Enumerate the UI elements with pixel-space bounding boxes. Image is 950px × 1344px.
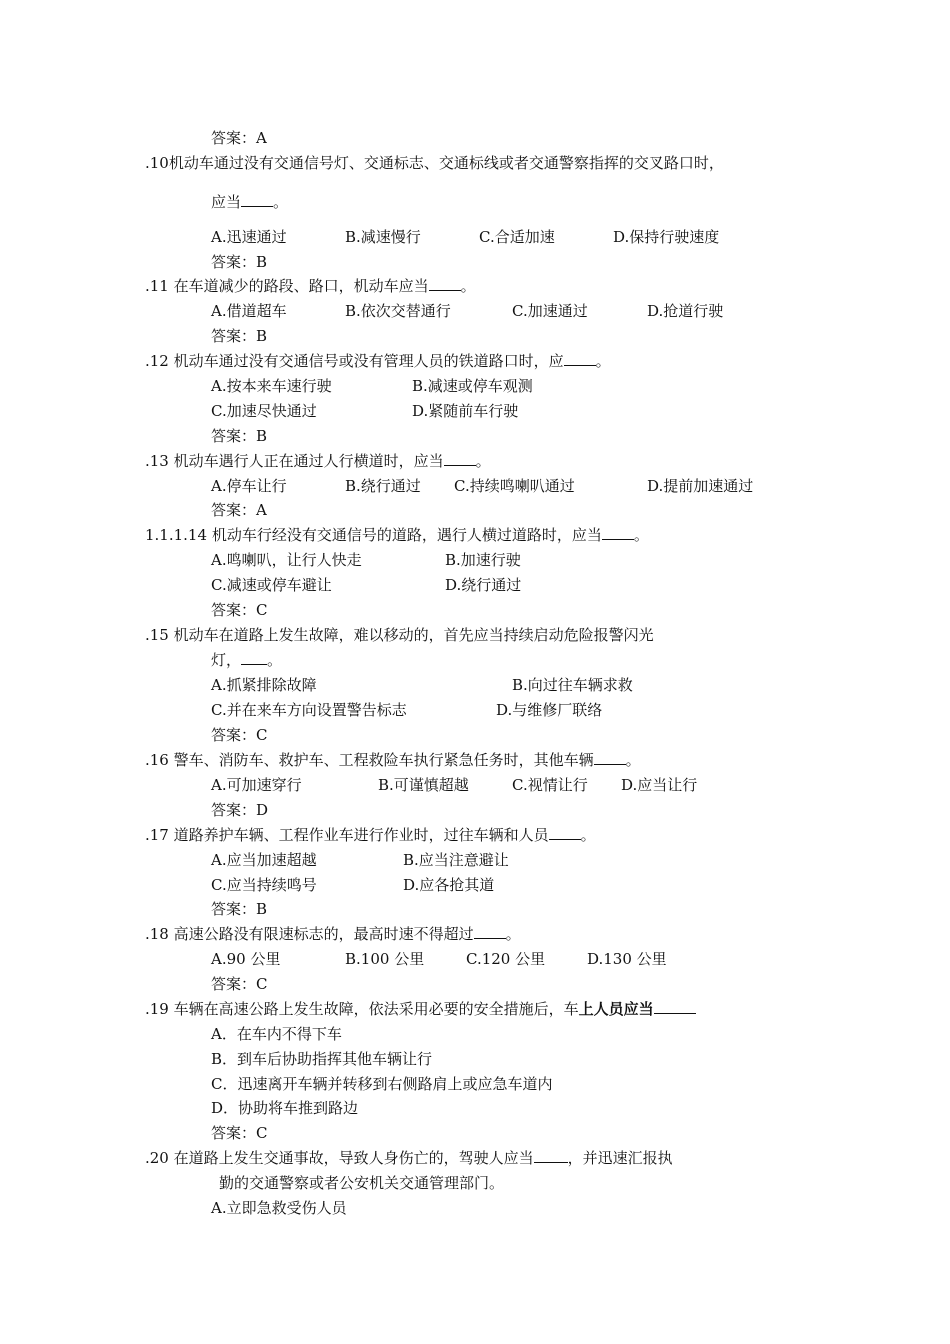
options-row: [0, 575, 950, 595]
question-end: 。: [625, 751, 641, 769]
option-c: C.120 公里: [466, 950, 546, 968]
option-d: D.保持行驶速度: [613, 228, 720, 246]
options-row: [0, 675, 950, 695]
question-end: 。: [580, 826, 596, 844]
option-a: A.迅速通过: [211, 228, 287, 246]
option-b: B.向过往车辆求救: [512, 676, 633, 694]
answer-blank: [564, 351, 596, 366]
option-d: D.提前加速通过: [647, 477, 754, 495]
option-a: A.按本来车速行驶: [211, 377, 332, 395]
question-number: .11: [145, 277, 169, 295]
options-row: [0, 227, 950, 247]
question-12: [145, 351, 611, 371]
option-d: D.抢道行驶: [647, 302, 724, 320]
question-number: .19: [145, 1000, 169, 1018]
question-20: [145, 1148, 673, 1168]
option-d: D.与维修厂联络: [496, 701, 603, 719]
option-a: A.90 公里: [211, 950, 281, 968]
option-b: B．到车后协助指挥其他车辆让行: [211, 1050, 433, 1068]
question-text: 在道路上发生交通事故，导致人身伤亡的，驾驶人应当: [173, 1149, 534, 1167]
question-text: 道路养护车辆、工程作业车进行作业时，过往车辆和人员: [173, 826, 549, 844]
answer-blank: [444, 451, 476, 466]
answer-blank: [549, 825, 581, 840]
answer: 答案：B: [211, 427, 268, 445]
answer-blank: [602, 525, 634, 540]
option-c: C.减速或停车避让: [211, 576, 332, 594]
question-text: 机动车通过没有交通信号灯、交通标志、交通标线或者交通警察指挥的交叉路口时，: [168, 154, 724, 172]
options-row: [0, 875, 950, 895]
question-text: 机动车遇行人正在通过人行横道时，应当: [173, 452, 444, 470]
question-10: [145, 153, 724, 173]
option-b: B.依次交替通行: [345, 302, 451, 320]
option-a: A.立即急救受伤人员: [211, 1199, 347, 1217]
question-end: 。: [633, 526, 649, 544]
answer: 答案：B: [211, 900, 268, 918]
option-a: A.停车让行: [211, 477, 287, 495]
options-row: [0, 700, 950, 720]
option-d: D.130 公里: [587, 950, 667, 968]
answer: 答案：C: [211, 726, 268, 744]
option-a: A.应当加速超越: [211, 851, 317, 869]
answer-blank: [474, 924, 506, 939]
question-15-cont: [211, 650, 282, 670]
option-d: D.应当让行: [621, 776, 698, 794]
question-end: 。: [267, 651, 283, 669]
question-number: .12: [145, 352, 169, 370]
question-end: 。: [475, 452, 491, 470]
option-d: D．协助将车推到路边: [211, 1099, 359, 1117]
answer: 答案：D: [211, 801, 269, 819]
option-c: C.并在来车方向设置警告标志: [211, 701, 407, 719]
answer: 答案：B: [211, 327, 268, 345]
option-b: B.100 公里: [345, 950, 425, 968]
answer: 答案：C: [211, 601, 268, 619]
question-16: [145, 750, 641, 770]
answer: 答案：C: [211, 975, 268, 993]
options-row: [0, 376, 950, 396]
question-number: .15: [145, 626, 169, 644]
option-a: A．在车内不得下车: [211, 1025, 342, 1043]
question-text: 警车、消防车、救护车、工程救险车执行紧急任务时，其他车辆: [173, 751, 594, 769]
question-10-cont: [211, 192, 288, 212]
answer: 答案：C: [211, 1124, 268, 1142]
question-15: [145, 625, 654, 645]
options-row: [0, 949, 950, 969]
question-number: .10: [145, 154, 169, 172]
question-14: [145, 525, 649, 545]
option-b: B.加速行驶: [445, 551, 521, 569]
question-11: [145, 276, 476, 296]
option-c: C.合适加速: [479, 228, 555, 246]
question-end: 。: [273, 193, 289, 211]
question-text: 机动车通过没有交通信号或没有管理人员的铁道路口时，应: [173, 352, 564, 370]
answer: 答案：A: [211, 501, 267, 519]
question-number: 1.1.1.14: [145, 526, 208, 544]
question-text: 机动车行经没有交通信号的道路，遇行人横过道路时，应当: [211, 526, 602, 544]
option-c: C.视情让行: [512, 776, 588, 794]
option-a: A.可加速穿行: [211, 776, 302, 794]
option-b: B.应当注意避让: [403, 851, 509, 869]
option-b: B.减速慢行: [345, 228, 421, 246]
options-row: [0, 301, 950, 321]
option-c: C.加速尽快通过: [211, 402, 317, 420]
question-number: .13: [145, 452, 169, 470]
question-number: .20: [145, 1149, 169, 1167]
question-20-cont: 勤的交通警察或者公安机关交通管理部门。: [219, 1174, 505, 1192]
option-b: B.减速或停车观测: [412, 377, 533, 395]
question-number: .16: [145, 751, 169, 769]
question-text-mid: ，并迅速汇报执: [567, 1149, 673, 1167]
option-d: D.绕行通过: [445, 576, 522, 594]
question-18: [145, 924, 521, 944]
answer-blank: [594, 750, 626, 765]
question-13: [145, 451, 491, 471]
options-row: [0, 476, 950, 496]
options-row: [0, 775, 950, 795]
answer-blank: [241, 650, 267, 665]
options-row: [0, 401, 950, 421]
option-c: C.持续鸣喇叭通过: [454, 477, 575, 495]
options-row: [0, 550, 950, 570]
answer-prev: 答案：A: [211, 129, 267, 147]
options-row: [0, 850, 950, 870]
question-text-cont: 灯，: [211, 651, 242, 669]
question-17: [145, 825, 596, 845]
option-c: C.应当持续鸣号: [211, 876, 317, 894]
answer-blank: [429, 276, 461, 291]
question-text: 车辆在高速公路上发生故障，依法采用必要的安全措施后，车: [173, 1000, 579, 1018]
option-d: D.紧随前车行驶: [412, 402, 519, 420]
question-text-cont: 应当: [211, 193, 242, 211]
answer-blank: [534, 1148, 568, 1163]
question-text: 机动车在道路上发生故障，难以移动的，首先应当持续启动危险报警闪光: [173, 626, 654, 644]
option-a: A.借道超车: [211, 302, 287, 320]
answer-blank: [241, 192, 273, 207]
question-number: .17: [145, 826, 169, 844]
option-b: B.绕行通过: [345, 477, 421, 495]
option-a: A.鸣喇叭，让行人快走: [211, 551, 362, 569]
question-text: 在车道减少的路段、路口，机动车应当: [173, 277, 429, 295]
option-c: C.加速通过: [512, 302, 588, 320]
question-end: 。: [595, 352, 611, 370]
option-b: B.可谨慎超越: [378, 776, 469, 794]
question-19: [145, 999, 696, 1019]
question-end: 。: [505, 925, 521, 943]
option-d: D.应各抢其道: [403, 876, 495, 894]
question-number: .18: [145, 925, 169, 943]
question-text: 高速公路没有限速标志的，最高时速不得超过: [173, 925, 474, 943]
answer: 答案：B: [211, 253, 268, 271]
option-c: C．迅速离开车辆并转移到右侧路肩上或应急车道内: [211, 1075, 553, 1093]
option-a: A.抓紧排除故障: [211, 676, 317, 694]
question-text-bold: 上人员应当: [578, 1000, 654, 1018]
answer-blank: [654, 999, 696, 1014]
question-end: 。: [460, 277, 476, 295]
